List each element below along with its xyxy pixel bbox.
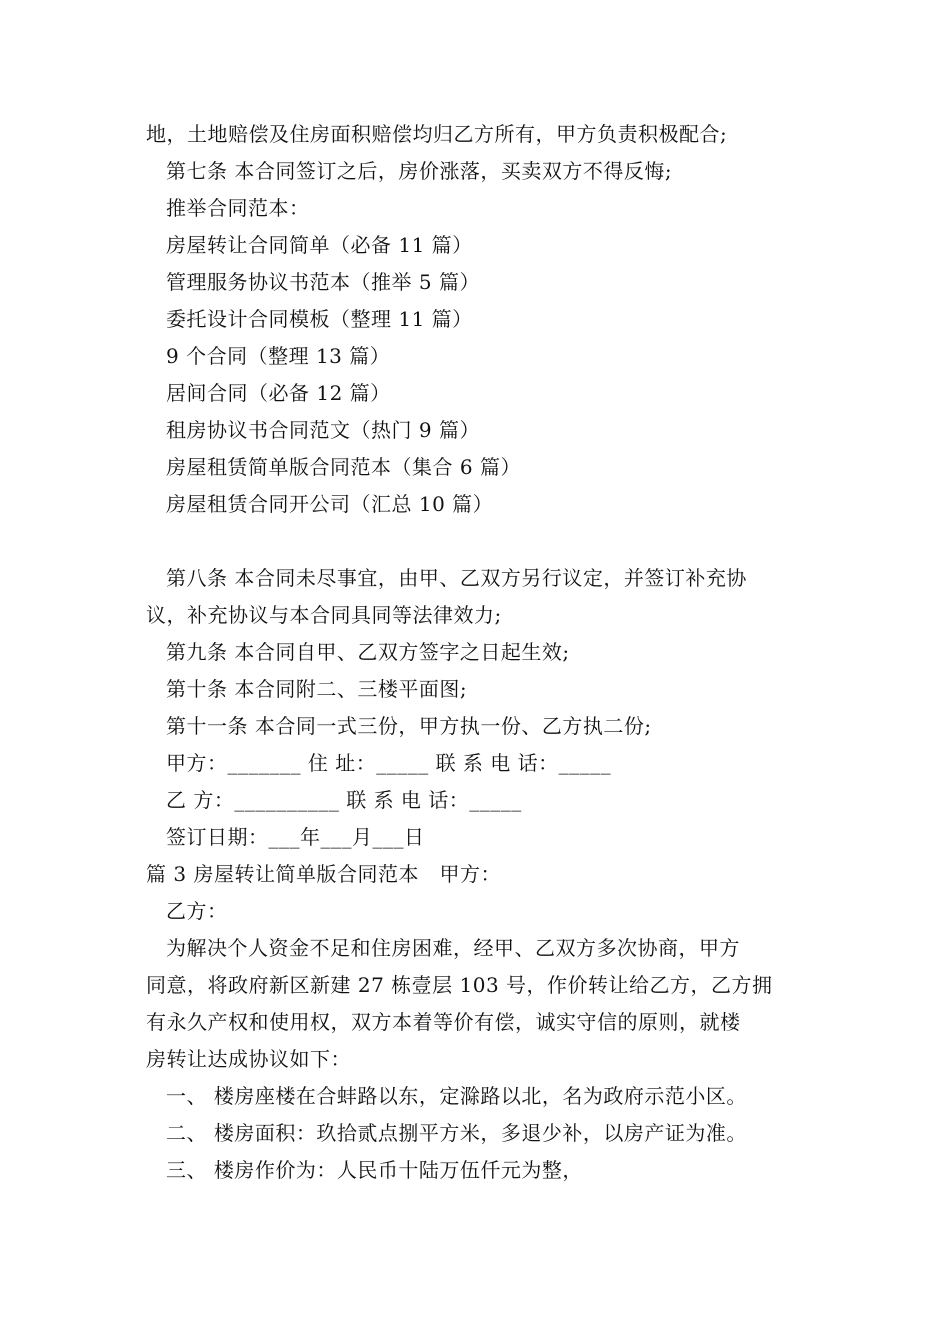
document-body: [146, 116, 806, 1189]
clause-1: 一、 楼房座楼在合蚌路以东，定滁路以北，名为政府示范小区。: [166, 1084, 747, 1108]
recommend-item: 居间合同（必备 12 篇）: [166, 381, 391, 405]
intro-line-1: 为解决个人资金不足和住房困难，经甲、乙双方多次协商，甲方: [166, 936, 740, 960]
recommend-item: 租房协议书合同范文（热门 9 篇）: [166, 418, 480, 442]
blank-line: [146, 523, 806, 560]
party-b-label: 乙方：: [166, 899, 228, 923]
clause-2: 二、 楼房面积：玖拾贰点捌平方米，多退少补，以房产证为准。: [166, 1121, 747, 1145]
recommend-item: 房屋租赁合同开公司（汇总 10 篇）: [166, 492, 494, 516]
sign-date-line: 签订日期：___年___月___日: [166, 825, 425, 849]
article-8-line-2: 议，补充协议与本合同具同等法律效力;: [146, 603, 502, 627]
recommend-item: 管理服务协议书范本（推举 5 篇）: [166, 270, 480, 294]
article-9: 第九条 本合同自甲、乙双方签字之日起生效;: [166, 640, 570, 664]
recommend-item: 委托设计合同模板（整理 11 篇）: [166, 307, 473, 331]
article-10: 第十条 本合同附二、三楼平面图;: [166, 677, 468, 701]
intro-line-2: 同意，将政府新区新建 27 栋壹层 103 号，作价转让给乙方，乙方拥: [146, 973, 773, 997]
party-a-signature-line: 甲方：_______ 住 址：_____ 联 系 电 话：_____: [166, 751, 612, 775]
article-7: 第七条 本合同签订之后，房价涨落，买卖双方不得反悔;: [166, 159, 673, 183]
party-b-signature-line: 乙 方：__________ 联 系 电 话：_____: [166, 788, 522, 812]
article-11: 第十一条 本合同一式三份，甲方执一份、乙方执二份;: [166, 714, 652, 738]
recommend-heading: 推举合同范本：: [166, 196, 310, 220]
section-3-title: 篇 3 房屋转让简单版合同范本 甲方：: [146, 862, 501, 886]
text-line: 地，土地赔偿及住房面积赔偿均归乙方所有，甲方负责积极配合;: [146, 122, 728, 146]
article-8-line-1: 第八条 本合同未尽事宜，由甲、乙双方另行议定，并签订补充协: [166, 566, 747, 590]
intro-line-4: 房转让达成协议如下：: [146, 1047, 351, 1071]
clause-3: 三、 楼房作价为：人民币十陆万伍仟元为整，: [166, 1158, 583, 1182]
recommend-item: 9 个合同（整理 13 篇）: [166, 344, 391, 368]
recommend-item: 房屋租赁简单版合同范本（集合 6 篇）: [166, 455, 521, 479]
recommend-item: 房屋转让合同简单（必备 11 篇）: [166, 233, 473, 257]
intro-line-3: 有永久产权和使用权，双方本着等价有偿，诚实守信的原则，就楼: [146, 1010, 741, 1034]
